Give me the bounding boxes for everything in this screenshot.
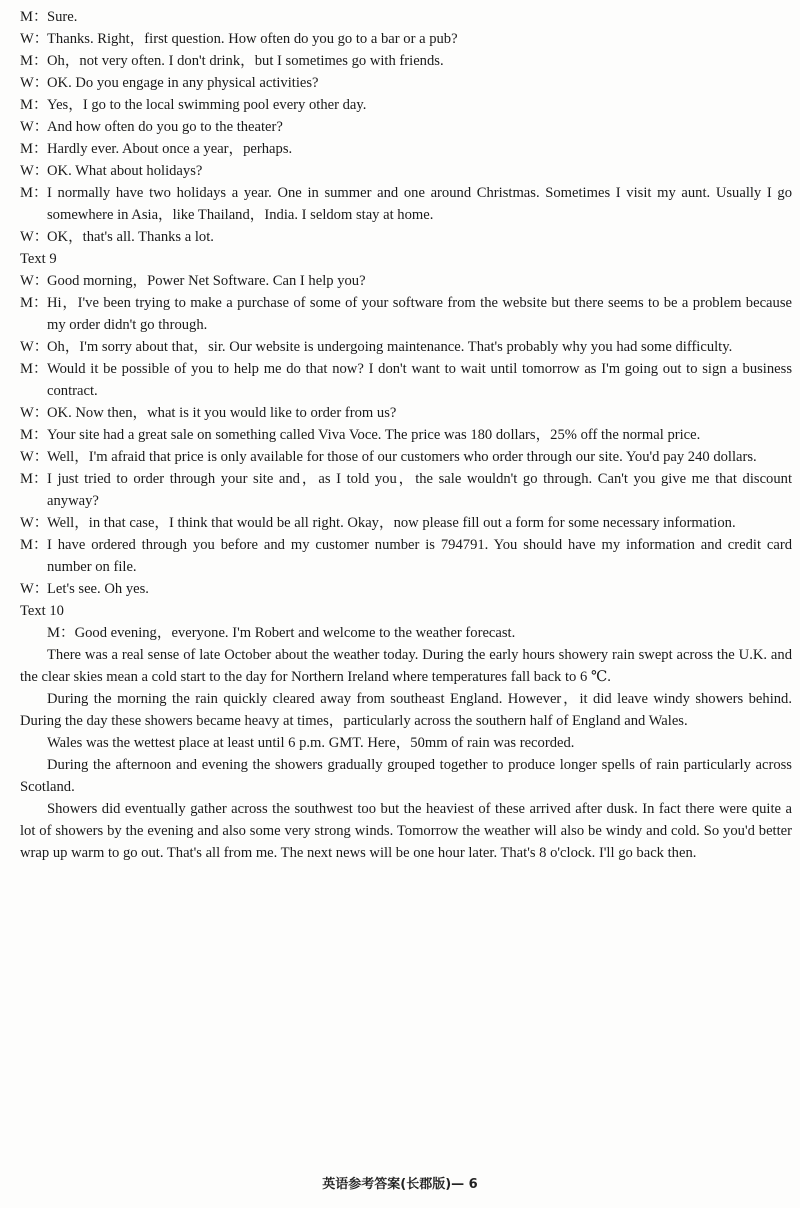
dialog-text: I just tried to order through your site and，as I told you，the sale wouldn't go through. Can't you give me that discount anyway? — [47, 471, 792, 509]
dialog-line — [20, 468, 792, 512]
dialog-line — [20, 270, 792, 292]
dialog-line — [20, 138, 792, 160]
dialog-line — [20, 424, 792, 446]
speaker-label: W： — [20, 405, 49, 421]
speaker-label: W： — [20, 75, 49, 91]
dialog-line — [20, 160, 792, 182]
dialog-text: I have ordered through you before and my customer number is 794791. You should have my information and credit card number on file. — [47, 537, 792, 575]
page-footer: 英语参考答案(长郡版)— 6 — [322, 1177, 478, 1192]
dialog-text: OK. Now then，what is it you would like to order from us? — [47, 405, 397, 421]
forecast-paragraph: During the afternoon and evening the showers gradually grouped together to produce longer spells of rain particularly across Scotland. — [20, 757, 792, 795]
dialog-line — [20, 94, 792, 116]
dialog-text: And how often do you go to the theater? — [47, 119, 283, 135]
forecast-paragraph: Wales was the wettest place at least until 6 p.m. GMT. Here，50mm of rain was recorded. — [47, 735, 575, 751]
dialog-text: Your site had a great sale on something called Viva Voce. The price was 180 dollars，25% off the normal price. — [47, 427, 701, 443]
dialog-line — [20, 6, 792, 28]
dialog-line — [20, 72, 792, 94]
forecast-paragraph: Showers did eventually gather across the southwest too but the heaviest of these arrived after dusk. In fact there were quite a lot of showers by the evening and also some very strong winds. Tomorrow the weather will also be windy and cold. So you'd better wrap up warm to go out. That's all from me. The next news will be one hour later. That's 8 o'clock. I'll go back then. — [20, 801, 792, 861]
speaker-label: M： — [20, 9, 48, 25]
speaker-label: M： — [20, 97, 48, 113]
text9-heading: Text 9 — [20, 251, 57, 267]
speaker-label: M： — [20, 427, 48, 443]
dialog-line — [20, 226, 792, 248]
text10-heading: Text 10 — [20, 603, 64, 619]
speaker-label: W： — [20, 229, 49, 245]
speaker-label: W： — [20, 273, 49, 289]
dialog-line — [20, 534, 792, 578]
dialog-line — [20, 28, 792, 50]
transcript-body — [20, 6, 792, 864]
speaker-label: W： — [20, 163, 49, 179]
speaker-label: M： — [20, 537, 48, 553]
speaker-label: W： — [20, 31, 49, 47]
dialog-line — [20, 402, 792, 424]
speaker-label: W： — [20, 449, 49, 465]
dialog-line — [20, 446, 792, 468]
dialog-line — [20, 512, 792, 534]
dialog-line — [20, 182, 792, 226]
dialog-text: Good morning，Power Net Software. Can I help you? — [47, 273, 366, 289]
speaker-label: M： — [20, 185, 48, 201]
speaker-label: M： — [20, 53, 48, 69]
speaker-label: M： — [20, 295, 48, 311]
speaker-label: W： — [20, 581, 49, 597]
dialog-text: OK. What about holidays? — [47, 163, 203, 179]
speaker-label: W： — [20, 515, 49, 531]
speaker-label: M： — [20, 141, 48, 157]
dialog-text: Hardly ever. About once a year，perhaps. — [47, 141, 293, 157]
dialog-text: Hi，I've been trying to make a purchase of some of your software from the website but there seems to be a problem because my order didn't go through. — [47, 295, 792, 333]
dialog-text: Let's see. Oh yes. — [47, 581, 149, 597]
forecast-paragraph: There was a real sense of late October about the weather today. During the early hours showery rain swept across the U.K. and the clear skies mean a cold start to the day for Northern Ireland where temperatures fall back to 6 ℃. — [20, 647, 792, 685]
dialog-text: Would it be possible of you to help me do that now? I don't want to wait until tomorrow as I'm going out to sign a business contract. — [47, 361, 792, 399]
dialog-line — [20, 336, 792, 358]
dialog-line — [20, 50, 792, 72]
forecast-paragraph: M：Good evening，everyone. I'm Robert and welcome to the weather forecast. — [47, 625, 516, 641]
dialog-text: Sure. — [47, 9, 78, 25]
dialog-text: Oh，I'm sorry about that，sir. Our website is undergoing maintenance. That's probably why you had some difficulty. — [47, 339, 733, 355]
dialog-text: OK. Do you engage in any physical activities? — [47, 75, 319, 91]
dialog-text: OK，that's all. Thanks a lot. — [47, 229, 214, 245]
speaker-label: W： — [20, 119, 49, 135]
dialog-text: I normally have two holidays a year. One in summer and one around Christmas. Sometimes I visit my aunt. Usually I go somewhere in Asia，like Thailand，India. I seldom stay at home. — [47, 185, 792, 223]
dialog-line — [20, 578, 792, 600]
dialog-line — [20, 292, 792, 336]
speaker-label: M： — [20, 471, 48, 487]
dialog-line — [20, 358, 792, 402]
dialog-text: Yes，I go to the local swimming pool every other day. — [47, 97, 367, 113]
dialog-text: Oh，not very often. I don't drink，but I sometimes go with friends. — [47, 53, 444, 69]
speaker-label: W： — [20, 339, 49, 355]
forecast-paragraph: During the morning the rain quickly cleared away from southeast England. However，it did leave windy showers behind. During the day these showers became heavy at times，particularly across the southern half of England and Wales. — [20, 691, 792, 729]
dialog-text: Thanks. Right，first question. How often do you go to a bar or a pub? — [47, 31, 458, 47]
dialog-text: Well，in that case，I think that would be all right. Okay，now please fill out a form for some necessary information. — [47, 515, 736, 531]
speaker-label: M： — [20, 361, 48, 377]
dialog-text: Well，I'm afraid that price is only available for those of our customers who order through our site. You'd pay 240 dollars. — [47, 449, 757, 465]
dialog-line — [20, 116, 792, 138]
